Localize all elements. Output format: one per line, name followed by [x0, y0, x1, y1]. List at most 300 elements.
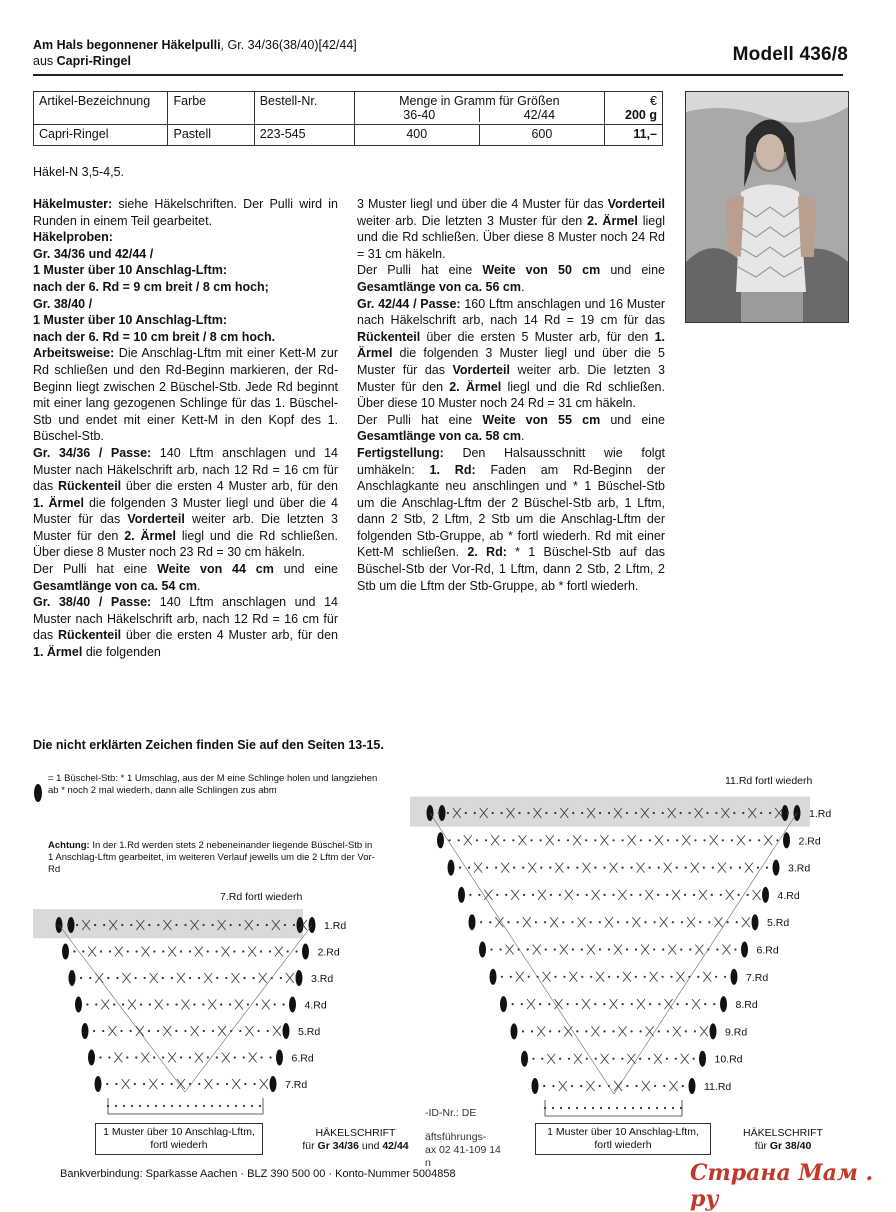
chain-dot: [603, 894, 605, 896]
instruction-text: 140 Lftm anschlagen und 14 Muster nach Häkelschrift arb, nach 12 Rd = 16 cm für das: [33, 595, 338, 643]
chain-dot: [548, 1003, 550, 1005]
instruction-text: und eine: [600, 263, 665, 278]
chart1-caption-title: HÄKELSCHRIFT: [315, 1127, 396, 1139]
chain-dot: [153, 1056, 155, 1058]
chain-dot: [247, 1003, 249, 1005]
instruction-text: nach der 6. Rd = 9 cm breit / 8 cm hoch;: [33, 279, 269, 294]
chain-dot: [626, 921, 628, 923]
instruction-text: über die ersten 4 Muster arb, für den: [121, 479, 338, 494]
chain-dot: [572, 812, 574, 814]
instruction-text: * 1 Büschel-Stb auf das Büschel-Stb der Vor-Rd, 1 Lftm, dann 2 Stb, 2 Lftm, 2 Stb um die Lftm der Stb-Gruppe, ab * fortl wiederh.: [357, 545, 665, 593]
bobble-stitch: [62, 944, 69, 960]
chain-dot: [594, 867, 596, 869]
chain-dot: [512, 1003, 514, 1005]
chain-dot: [626, 812, 628, 814]
chain-dot: [474, 812, 476, 814]
instruction-text: Gr. 42/44 / Passe:: [357, 296, 461, 311]
chain-dot: [562, 921, 564, 923]
foundation-chain-dot: [664, 1107, 666, 1109]
row-label: 5.Rd: [767, 917, 790, 930]
chain-dot: [162, 950, 164, 952]
legend-text: = 1 Büschel-Stb: * 1 Umschlag, aus der M eine Schlinge holen und langziehen ab * noch 2 mal wiederh, dann alle Schlingen zus abm: [48, 773, 378, 796]
instruction-text: Häkelmuster:: [33, 197, 113, 211]
instruction-paragraph: [33, 246, 338, 263]
chain-dot: [184, 1030, 186, 1032]
chain-dot: [720, 894, 722, 896]
chain-dot: [207, 1056, 209, 1058]
bobble-stitch: [731, 969, 738, 985]
foundation-chain-dot: [115, 1105, 117, 1107]
chain-dot: [580, 1085, 582, 1087]
chain-dot: [234, 1056, 236, 1058]
chain-dot: [540, 867, 542, 869]
currency-label: €: [650, 94, 657, 108]
chain-dot: [713, 1003, 715, 1005]
instruction-text: über die ersten 4 Muster arb, für den: [121, 628, 338, 643]
chain-dot: [554, 948, 556, 950]
chain-dot: [189, 977, 191, 979]
bobble-stitch: [532, 1078, 539, 1094]
foundation-chain-dot: [123, 1105, 125, 1107]
instruction-text: Die Anschlag-Lftm mit einer Kett-M zur Rd schließen und den Rd-Beginn markieren, der Rd-Beginn liegt zwischen 2 Büschel-Stb. Jede Rd beginnt mit einer lang gezogenen Schlinge für das 1. Büschel-Stb und endet mit einer Kett-M in den Kopf des 1. Büschel-Stb.: [33, 346, 338, 444]
chain-dot: [115, 1083, 117, 1085]
row-label: 8.Rd: [735, 999, 758, 1012]
chain-dot: [532, 894, 534, 896]
chain-dot: [649, 867, 651, 869]
row-label: 4.Rd: [777, 889, 800, 902]
chain-dot: [82, 950, 84, 952]
chain-dot: [198, 977, 200, 979]
chain-dot: [769, 812, 771, 814]
model-photo-illustration: [686, 92, 848, 322]
chain-dot: [612, 894, 614, 896]
bobble-stitch: [752, 914, 759, 930]
chain-dot: [760, 812, 762, 814]
instruction-text: Arbeitsweise:: [33, 346, 115, 361]
chart2-caption-sizes: für Gr 38/40: [754, 1140, 812, 1152]
row-label: 5.Rd: [298, 1026, 321, 1038]
size-label: 36-40: [403, 108, 436, 122]
crochet-chart-2: [410, 790, 850, 1102]
chain-dot: [522, 1030, 524, 1032]
chain-dot: [284, 924, 286, 926]
chart2-repeat-note: 11.Rd fortl wiederh: [725, 775, 813, 787]
bobble-stitch: [479, 942, 486, 958]
foundation-chain-dot: [624, 1107, 626, 1109]
chain-dot: [531, 1030, 533, 1032]
chart1-repeat-note: 7.Rd fortl wiederh: [220, 891, 303, 903]
chain-dot: [680, 948, 682, 950]
chain-dot: [171, 977, 173, 979]
chain-dot: [572, 948, 574, 950]
material-table: [33, 91, 663, 146]
chain-dot: [153, 950, 155, 952]
instruction-text: 1. Ärmel: [33, 495, 84, 510]
model-photo: [685, 91, 849, 323]
chain-dot: [693, 894, 695, 896]
chain-dot: [86, 1003, 88, 1005]
instruction-text: nach der 6. Rd = 10 cm breit / 8 cm hoch.: [33, 329, 276, 344]
chain-dot: [485, 839, 487, 841]
chain-dot: [253, 1083, 255, 1085]
chain-dot: [622, 1003, 624, 1005]
chain-dot: [116, 977, 118, 979]
chain-dot: [568, 1058, 570, 1060]
foundation-chain-dot: [632, 1107, 634, 1109]
chain-dot: [666, 1058, 668, 1060]
instruction-text: .: [520, 279, 525, 294]
instruction-text: Rückenteil: [57, 628, 122, 643]
chain-dot: [626, 1085, 628, 1087]
chain-dot: [586, 1058, 588, 1060]
chain-dot: [731, 839, 733, 841]
chain-dot: [287, 950, 289, 952]
chain-dot: [581, 812, 583, 814]
chain-dot: [486, 867, 488, 869]
chain-dot: [590, 921, 592, 923]
bobble-stitch: [689, 1078, 696, 1094]
instruction-paragraph: [33, 229, 338, 246]
chain-dot: [492, 812, 494, 814]
chain-dot: [229, 1003, 231, 1005]
instruction-text: weiter arb. Die letzten 3 Muster für den: [357, 362, 665, 394]
chain-dot: [465, 812, 467, 814]
foundation-chain-dot: [155, 1105, 157, 1107]
chain-dot: [503, 839, 505, 841]
bobble-stitch: [500, 996, 507, 1012]
chain-dot: [658, 1030, 660, 1032]
chain-dot: [256, 1003, 258, 1005]
table-cell: 223-545: [254, 125, 354, 146]
foundation-chain-dot: [187, 1105, 189, 1107]
instruction-text: 1. Ärmel: [33, 645, 83, 660]
chain-dot: [217, 1083, 219, 1085]
chain-dot: [171, 1083, 173, 1085]
bobble-stitch: [490, 969, 497, 985]
chain-dot: [505, 894, 507, 896]
chain-dot: [518, 812, 520, 814]
model-number: Modell 436/8: [732, 44, 848, 65]
instruction-paragraph: [33, 445, 338, 561]
chain-dot: [658, 1003, 660, 1005]
chain-dot: [677, 1003, 679, 1005]
achtung-note: Achtung: In der 1.Rd werden stets 2 nebeneinander liegende Büschel-Stb in 1 Anschlag-Lftm gearbeitet, im weiteren Verlauf jewells um die 2 Lftm der Vor-Rd: [48, 840, 375, 875]
bobble-stitch: [95, 1076, 102, 1092]
chain-dot: [207, 950, 209, 952]
foundation-chain-dot: [163, 1105, 165, 1107]
chain-dot: [266, 924, 268, 926]
instruction-text: Der Pulli hat eine: [357, 412, 483, 427]
chain-dot: [522, 867, 524, 869]
stamp-line: n: [425, 1157, 431, 1169]
chain-dot: [730, 867, 732, 869]
chain-dot: [257, 1030, 259, 1032]
pattern-title: Am Hals begonnener Häkelpulli, Gr. 34/36(38/40)[42/44]: [33, 38, 357, 52]
chain-dot: [202, 1003, 204, 1005]
chain-dot: [167, 1003, 169, 1005]
chain-dot: [576, 867, 578, 869]
bobble-stitch: [283, 1023, 290, 1039]
chain-dot: [93, 1030, 95, 1032]
chain-dot: [226, 1083, 228, 1085]
chain-dot: [621, 1058, 623, 1060]
instruction-text: liegl und die Rd schließen. Über diese 10 Muster noch 24 Rd = 31 cm häkeln.: [357, 379, 665, 411]
foundation-chain-dot: [243, 1105, 245, 1107]
chain-dot: [635, 948, 637, 950]
instruction-text: Rückenteil: [57, 479, 122, 494]
table-row: [34, 125, 663, 146]
foundation-chain-dot: [576, 1107, 578, 1109]
chain-dot: [688, 812, 690, 814]
chain-dot: [703, 839, 705, 841]
chain-dot: [184, 924, 186, 926]
table-head-cell: [604, 92, 662, 125]
size-subheaders: [360, 108, 599, 122]
chain-dot: [103, 924, 105, 926]
chain-dot: [621, 867, 623, 869]
instruction-text: Weite von 44 cm: [157, 562, 274, 577]
bobble-stitch: [82, 1023, 89, 1039]
chain-dot: [550, 894, 552, 896]
chain-dot: [649, 1003, 651, 1005]
row-label: 11.Rd: [704, 1081, 732, 1093]
chain-dot: [478, 894, 480, 896]
chain-dot: [121, 924, 123, 926]
stamp-line: äftsführungs-: [425, 1131, 487, 1143]
instruction-paragraph: [357, 445, 665, 594]
chain-dot: [603, 1003, 605, 1005]
chain-dot: [496, 894, 498, 896]
instruction-text: Gr. 34/36 / Passe:: [33, 445, 152, 460]
foundation-chain-dot: [227, 1105, 229, 1107]
row-label: 3.Rd: [311, 973, 334, 985]
chain-dot: [657, 894, 659, 896]
row-label: 3.Rd: [788, 862, 811, 875]
instruction-paragraph: [33, 561, 338, 594]
chain-dot: [563, 976, 565, 978]
chain-dot: [193, 1003, 195, 1005]
chain-dot: [528, 976, 530, 978]
chain-dot: [149, 1003, 151, 1005]
chain-dot: [148, 924, 150, 926]
chain-dot: [459, 867, 461, 869]
chain-dot: [742, 812, 744, 814]
instruction-text: liegl und die Rd schließen. Über diese 8 Muster noch 23 Rd = 30 cm häkeln.: [33, 528, 338, 560]
table-head-cell: Bestell-Nr.: [254, 92, 354, 125]
chain-dot: [608, 948, 610, 950]
bobble-stitch: [762, 887, 769, 903]
bobble-stitch: [270, 1076, 277, 1092]
bobble-stitch: [720, 996, 727, 1012]
chain-dot: [635, 976, 637, 978]
chain-dot: [189, 1056, 191, 1058]
chain-dot: [663, 1085, 665, 1087]
publisher-stamp: [425, 1107, 501, 1170]
chain-dot: [585, 1030, 587, 1032]
chain-dot: [253, 977, 255, 979]
table-cell: Pastell: [168, 125, 254, 146]
chain-dot: [202, 924, 204, 926]
chain-dot: [216, 1056, 218, 1058]
row-label: 9.Rd: [725, 1026, 748, 1039]
chain-dot: [571, 921, 573, 923]
chain-dot: [617, 976, 619, 978]
chain-dot: [269, 950, 271, 952]
chain-dot: [480, 921, 482, 923]
chain-dot: [233, 950, 235, 952]
instruction-text: Gesamtlänge von ca. 58 cm: [357, 429, 521, 444]
chain-dot: [527, 812, 529, 814]
chain-dot: [558, 839, 560, 841]
chain-dot: [140, 1003, 142, 1005]
bobble-stitch: [69, 970, 76, 986]
chain-dot: [716, 948, 718, 950]
chain-dot: [712, 867, 714, 869]
needle-size: Häkel-N 3,5-4,5.: [33, 165, 125, 179]
chain-dot: [738, 894, 740, 896]
table-cell: 11,–: [604, 125, 662, 146]
instruction-paragraph: [33, 279, 338, 296]
chain-dot: [108, 1056, 110, 1058]
chain-dot: [708, 921, 710, 923]
chain-dot: [148, 1030, 150, 1032]
chain-dot: [541, 1058, 543, 1060]
row-label: 7.Rd: [746, 971, 769, 984]
row-label: 6.Rd: [756, 944, 779, 957]
bobble-stitch: [448, 860, 455, 876]
chain-dot: [469, 894, 471, 896]
foundation-chain-dot: [203, 1105, 205, 1107]
chain-dot: [95, 1003, 97, 1005]
foundation-chain-dot: [560, 1107, 562, 1109]
chain-dot: [684, 894, 686, 896]
chart2-caption: [728, 1127, 838, 1153]
chain-dot: [682, 1085, 684, 1087]
repeat-bracket: [545, 1100, 682, 1116]
chain-dot: [685, 867, 687, 869]
chain-dot: [458, 839, 460, 841]
chain-dot: [134, 977, 136, 979]
chain-dot: [689, 948, 691, 950]
chain-dot: [212, 924, 214, 926]
chain-dot: [594, 1003, 596, 1005]
chain-dot: [545, 812, 547, 814]
instruction-text: Weite von 50 cm: [482, 263, 601, 278]
chain-dot: [697, 976, 699, 978]
chain-dot: [532, 1058, 534, 1060]
chain-dot: [544, 921, 546, 923]
chain-dot: [787, 812, 789, 814]
chain-dot: [640, 1030, 642, 1032]
chain-dot: [608, 812, 610, 814]
chain-dot: [644, 976, 646, 978]
row-label: 2.Rd: [317, 946, 340, 959]
chain-dot: [180, 1056, 182, 1058]
chain-dot: [722, 839, 724, 841]
instruction-paragraph: [357, 296, 665, 412]
instruction-text: 2. Ärmel: [124, 528, 176, 543]
instruction-paragraph: [357, 196, 665, 262]
chain-dot: [676, 867, 678, 869]
chain-dot: [776, 839, 778, 841]
chain-dot: [661, 976, 663, 978]
chain-dot: [733, 812, 735, 814]
foundation-chain-dot: [211, 1105, 213, 1107]
chain-dot: [715, 812, 717, 814]
chain-dot: [120, 1030, 122, 1032]
chain-dot: [676, 839, 678, 841]
chain-dot: [675, 1058, 677, 1060]
chain-dot: [212, 1030, 214, 1032]
chain-dot: [736, 921, 738, 923]
chain-dot: [704, 1003, 706, 1005]
table-cell: 600: [479, 125, 604, 146]
chain-dot: [267, 1030, 269, 1032]
chain-dot: [162, 1056, 164, 1058]
chain-dot: [539, 1003, 541, 1005]
chain-dot: [527, 948, 529, 950]
chain-dot: [667, 1030, 669, 1032]
instruction-text: Häkelproben:: [33, 230, 113, 245]
chain-dot: [672, 921, 674, 923]
chain-dot: [102, 1030, 104, 1032]
chain-dot: [680, 812, 682, 814]
instructions-column-right: [357, 196, 665, 594]
instruction-text: die folgenden 3 Muster liegl und über die 4 Muster für das: [33, 495, 338, 527]
row-label: 6.Rd: [291, 1052, 314, 1065]
chain-dot: [122, 1003, 124, 1005]
size-label: 42/44: [479, 108, 599, 122]
chain-dot: [126, 1056, 128, 1058]
chain-dot: [244, 1083, 246, 1085]
chain-dot: [631, 1003, 633, 1005]
chain-dot: [734, 948, 736, 950]
foundation-chain-dot: [179, 1105, 181, 1107]
chain-dot: [67, 924, 69, 926]
chain-dot: [571, 1085, 573, 1087]
chain-dot: [639, 894, 641, 896]
bobble-stitch: [741, 942, 748, 958]
chain-dot: [530, 839, 532, 841]
chain-dot: [581, 948, 583, 950]
chain-dot: [513, 867, 515, 869]
chain-dot: [535, 921, 537, 923]
foundation-chain-dot: [672, 1107, 674, 1109]
chain-dot: [552, 1085, 554, 1087]
instruction-text: Gr. 34/36 und 42/44 /: [33, 246, 154, 261]
chain-dot: [653, 921, 655, 923]
chain-dot: [274, 1003, 276, 1005]
chain-dot: [549, 867, 551, 869]
chain-dot: [724, 976, 726, 978]
chain-dot: [269, 1056, 271, 1058]
chain-dot: [667, 839, 669, 841]
foundation-chain-dot: [131, 1105, 133, 1107]
table-head-cell: Artikel-Bezeichnung: [34, 92, 168, 125]
instruction-text: und eine: [273, 562, 338, 577]
foundation-chain-dot: [259, 1105, 261, 1107]
chain-dot: [699, 921, 701, 923]
chain-dot: [567, 867, 569, 869]
chain-dot: [94, 924, 96, 926]
instruction-text: Fertigstellung:: [357, 445, 444, 460]
instruction-paragraph: [33, 312, 338, 329]
instruction-text: Gesamtlänge von ca. 54 cm: [33, 578, 197, 593]
chain-dot: [586, 894, 588, 896]
stamp-line: ax 02 41-109 14: [425, 1144, 501, 1156]
chain-dot: [447, 812, 449, 814]
bobble-stitch: [437, 832, 444, 848]
